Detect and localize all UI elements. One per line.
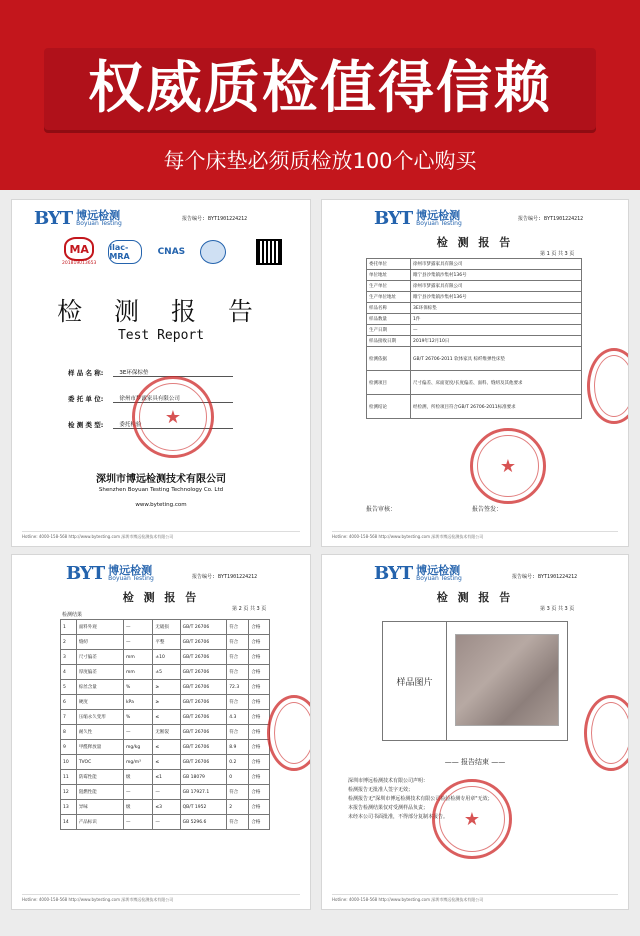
- table-cell: 合格: [249, 740, 270, 755]
- table-cell: mg/m³: [123, 755, 152, 770]
- table-cell: 甲醛释放量: [76, 740, 123, 755]
- table-cell: —: [123, 785, 152, 800]
- table-row: [367, 336, 582, 347]
- table-cell: mm: [123, 665, 152, 680]
- table-row: [367, 303, 582, 314]
- field-test-type: 检 测 类 型: 委托检验: [68, 420, 233, 429]
- table-cell: 符合: [227, 665, 249, 680]
- table-cell: 符合: [227, 695, 249, 710]
- table-cell: 符合: [227, 650, 249, 665]
- table-cell: 合格: [249, 725, 270, 740]
- table-row: [61, 755, 270, 770]
- field-client: 委 托 单 位: 徐州市梦露家具有限公司: [68, 394, 233, 403]
- table-cell: mg/kg: [123, 740, 152, 755]
- table-cell: —: [123, 635, 152, 650]
- company-name-cn: 深圳市博远检测技术有限公司: [96, 474, 226, 485]
- table-cell: GB/T 26706: [180, 620, 227, 635]
- results-table: [60, 619, 270, 830]
- logo-cn: 博远检测: [108, 564, 153, 577]
- row-label: 生产单位地址: [367, 292, 411, 303]
- logo: [374, 208, 462, 229]
- table-cell: 5: [61, 680, 77, 695]
- table-cell: 缝纫: [76, 635, 123, 650]
- row-value: 尺寸偏差、床面宽度/长度偏差、面料、缝纫及其他要求: [411, 371, 582, 395]
- table-cell: 2: [227, 800, 249, 815]
- table-cell: —: [123, 815, 152, 830]
- report-cover-page: [11, 199, 311, 547]
- table-row: [367, 270, 582, 281]
- table-cell: 9: [61, 740, 77, 755]
- table-cell: 8.9: [227, 740, 249, 755]
- row-value: GB/T 26706-2011 软体家具 棕纤维弹性床垫: [411, 347, 582, 371]
- table-cell: 8: [61, 725, 77, 740]
- table-row: [61, 785, 270, 800]
- row-label: 生产日期: [367, 325, 411, 336]
- row-value: 睢宁县沙集镇沙集村136号: [411, 292, 582, 303]
- table-cell: GB 5296.6: [180, 815, 227, 830]
- official-seal-icon: ★: [132, 376, 214, 458]
- row-value: 3E环保棕垫: [411, 303, 582, 314]
- row-label: 样品数量: [367, 314, 411, 325]
- logo: [374, 563, 462, 584]
- logo-en: Boyuan Testing: [416, 575, 462, 582]
- table-cell: 2: [61, 635, 77, 650]
- page-title: 检 测 报 告: [436, 236, 514, 249]
- page-footer: Hotline: 4000-158-568 http://www.bytesting.com 深圳市博远检测技术有限公司: [22, 531, 300, 540]
- cma-number: 201819013653: [62, 261, 97, 266]
- table-row: [61, 620, 270, 635]
- table-cell: ≥: [153, 680, 180, 695]
- info-table: [366, 258, 582, 419]
- table-cell: ≥: [153, 695, 180, 710]
- table-cell: —: [123, 620, 152, 635]
- website: www.byteting.com: [135, 502, 187, 508]
- table-cell: 合格: [249, 635, 270, 650]
- row-label: 样品接收日期: [367, 336, 411, 347]
- sample-photo-label: 样品图片: [383, 622, 447, 740]
- table-cell: TVOC: [76, 755, 123, 770]
- table-cell: 4: [61, 665, 77, 680]
- table-cell: GB/T 26706: [180, 650, 227, 665]
- company-name-en: Shenzhen Boyuan Testing Technology Co. Ltd: [98, 487, 224, 493]
- cover-title-cn: 检 测 报 告: [57, 297, 265, 326]
- table-cell: ≤: [153, 755, 180, 770]
- logo-en: Boyuan Testing: [76, 220, 122, 227]
- table-cell: 12: [61, 785, 77, 800]
- table-cell: 尺寸偏差: [76, 650, 123, 665]
- table-cell: 防霉性能: [76, 770, 123, 785]
- table-row: [61, 650, 270, 665]
- table-cell: —: [123, 725, 152, 740]
- official-seal-icon: ★: [470, 428, 546, 504]
- table-cell: 合格: [249, 815, 270, 830]
- table-cell: 合格: [249, 665, 270, 680]
- page-footer: Hotline: 4000-158-568 http://www.bytesting.com 深圳市博远检测技术有限公司: [22, 894, 300, 903]
- page-footer: Hotline: 4000-158-568 http://www.bytesting.com 深圳市博远检测技术有限公司: [332, 531, 618, 540]
- report-page-1: [321, 199, 629, 547]
- row-label: 生产单位: [367, 281, 411, 292]
- page-number: 第 2 页 共 3 页: [232, 606, 267, 612]
- table-cell: 产品标识: [76, 815, 123, 830]
- table-cell: 硬度: [76, 695, 123, 710]
- table-cell: 6: [61, 695, 77, 710]
- table-cell: 耐久性: [76, 725, 123, 740]
- table-cell: ≤3: [153, 800, 180, 815]
- table-cell: kPa: [123, 695, 152, 710]
- qr-code-icon: [256, 239, 282, 265]
- row-value: 2019年12月10日: [411, 336, 582, 347]
- row-label: 样品名称: [367, 303, 411, 314]
- row-value: 徐州市梦露家具有限公司: [411, 259, 582, 270]
- table-cell: GB/T 26706: [180, 665, 227, 680]
- row-value: 睢宁县沙集镇沙集村136号: [411, 270, 582, 281]
- table-cell: 72.3: [227, 680, 249, 695]
- table-cell: 合格: [249, 710, 270, 725]
- table-cell: 14: [61, 815, 77, 830]
- seam-seal-icon: [587, 348, 629, 424]
- table-cell: 0.2: [227, 755, 249, 770]
- row-label: 检测结论: [367, 395, 411, 419]
- table-cell: 7: [61, 710, 77, 725]
- table-cell: 平整: [153, 635, 180, 650]
- row-value: 经检测，所检项目符合GB/T 26706-2011标准要求: [411, 395, 582, 419]
- table-cell: GB/T 26706: [180, 755, 227, 770]
- table-cell: 无断裂: [153, 725, 180, 740]
- table-cell: mm: [123, 650, 152, 665]
- table-cell: 级: [123, 770, 152, 785]
- section-label: 检测结果: [62, 612, 83, 618]
- table-cell: 符合: [227, 785, 249, 800]
- logo-cn: 博远检测: [416, 564, 461, 577]
- logo-mark: BYT: [34, 208, 73, 229]
- official-seal-icon: ★: [432, 779, 512, 859]
- reviewer-label: 报告审核：: [366, 506, 397, 513]
- report-number: 报告编号: BYT1901224212: [512, 574, 578, 580]
- declaration-line: 检测报告无"深圳市博远检测技术有限公司检验检测专用章"无效；: [348, 796, 493, 802]
- cma-mark-icon: MA: [64, 237, 94, 261]
- table-row: [61, 635, 270, 650]
- table-row: [367, 325, 582, 336]
- row-label: 单位地址: [367, 270, 411, 281]
- table-cell: 无破损: [153, 620, 180, 635]
- table-cell: 压缩永久变形: [76, 710, 123, 725]
- logo-mark: BYT: [66, 563, 105, 584]
- table-row: [61, 800, 270, 815]
- logo-mark: BYT: [374, 563, 413, 584]
- table-cell: 面料外观: [76, 620, 123, 635]
- table-cell: ≤: [153, 710, 180, 725]
- table-cell: 棕丝含量: [76, 680, 123, 695]
- table-cell: 10: [61, 755, 77, 770]
- top-banner-area: [0, 0, 640, 190]
- table-cell: 符合: [227, 725, 249, 740]
- row-value: —: [411, 325, 582, 336]
- report-number: 报告编号: BYT1901224212: [192, 574, 258, 580]
- seam-seal-icon: [584, 695, 629, 771]
- table-row: [367, 395, 582, 419]
- table-cell: 合格: [249, 800, 270, 815]
- declaration-line: 检测报告无批准人签字无效；: [348, 787, 414, 793]
- table-cell: GB/T 26706: [180, 695, 227, 710]
- headline: 权威质检值得信赖: [88, 56, 552, 121]
- table-cell: 合格: [249, 770, 270, 785]
- declaration-line: 未经本公司书面批准，不得部分复制本报告。: [348, 814, 449, 820]
- logo: [66, 563, 154, 584]
- declaration-line: 深圳市博远检测技术有限公司声明：: [348, 778, 429, 784]
- ilac-mra-icon: ilac-MRA: [108, 240, 142, 264]
- report-page-2: [11, 554, 311, 910]
- logo-cn: 博远检测: [76, 209, 121, 222]
- declaration-line: 本报告检测结果仅对受测样品负责；: [348, 805, 429, 811]
- table-cell: ≤: [153, 740, 180, 755]
- table-row: [367, 281, 582, 292]
- table-cell: 符合: [227, 620, 249, 635]
- page-footer: Hotline: 4000-158-568 http://www.bytesting.com 深圳市博远检测技术有限公司: [332, 894, 618, 903]
- table-cell: ±5: [153, 665, 180, 680]
- table-cell: 1: [61, 620, 77, 635]
- row-label: 检测依据: [367, 347, 411, 371]
- table-cell: 合格: [249, 695, 270, 710]
- table-cell: QB/T 1952: [180, 800, 227, 815]
- table-row: [367, 259, 582, 270]
- cnas-accreditation-icon: [200, 240, 226, 264]
- table-cell: %: [123, 680, 152, 695]
- table-cell: GB/T 26706: [180, 710, 227, 725]
- table-cell: GB/T 26706: [180, 725, 227, 740]
- table-row: [367, 292, 582, 303]
- row-label: 委托单位: [367, 259, 411, 270]
- sample-photo-box: [382, 621, 568, 741]
- table-row: [61, 695, 270, 710]
- table-row: [61, 665, 270, 680]
- table-row: [61, 680, 270, 695]
- logo-mark: BYT: [374, 208, 413, 229]
- accreditation-badges: [62, 237, 282, 266]
- cover-title-en: Test Report: [117, 328, 205, 343]
- table-cell: 符合: [227, 815, 249, 830]
- logo: [34, 208, 122, 229]
- page-title: 检 测 报 告: [122, 591, 200, 604]
- table-cell: 11: [61, 770, 77, 785]
- table-row: [367, 314, 582, 325]
- table-cell: 0: [227, 770, 249, 785]
- table-row: [61, 770, 270, 785]
- report-end: —— 报告结束 ——: [444, 758, 506, 766]
- table-row: [367, 347, 582, 371]
- page-title: 检 测 报 告: [436, 591, 514, 604]
- table-cell: GB 17927.1: [180, 785, 227, 800]
- table-cell: GB 18079: [180, 770, 227, 785]
- table-cell: 厚度偏差: [76, 665, 123, 680]
- table-cell: 3: [61, 650, 77, 665]
- table-cell: ≤1: [153, 770, 180, 785]
- table-cell: GB/T 26706: [180, 635, 227, 650]
- report-page-3: [321, 554, 629, 910]
- row-value: 1件: [411, 314, 582, 325]
- table-row: [367, 371, 582, 395]
- report-number: 报告编号: BYT1901224212: [182, 216, 248, 222]
- table-cell: 异味: [76, 800, 123, 815]
- table-row: [61, 740, 270, 755]
- table-cell: 符合: [227, 635, 249, 650]
- row-value: 徐州市梦露家具有限公司: [411, 281, 582, 292]
- table-cell: GB/T 26706: [180, 740, 227, 755]
- page-number: 第 1 页 共 3 页: [540, 251, 575, 257]
- row-label: 检测项目: [367, 371, 411, 395]
- table-cell: 级: [123, 800, 152, 815]
- issuer-label: 报告签发：: [472, 506, 503, 513]
- table-cell: 阻燃性能: [76, 785, 123, 800]
- table-cell: 合格: [249, 680, 270, 695]
- table-cell: ±10: [153, 650, 180, 665]
- report-number: 报告编号: BYT1901224212: [518, 216, 584, 222]
- sample-photo: [455, 634, 559, 726]
- table-cell: —: [153, 815, 180, 830]
- cnas-icon: CNAS: [157, 246, 186, 257]
- table-row: [61, 710, 270, 725]
- field-sample-name: 样 品 名 称: 3E环保棕垫: [68, 368, 233, 377]
- table-row: [61, 815, 270, 830]
- table-cell: 4.3: [227, 710, 249, 725]
- table-cell: 合格: [249, 650, 270, 665]
- seam-seal-icon: [267, 695, 311, 771]
- logo-cn: 博远检测: [416, 209, 461, 222]
- logo-en: Boyuan Testing: [416, 220, 462, 227]
- table-cell: 合格: [249, 620, 270, 635]
- page-number: 第 3 页 共 3 页: [540, 606, 575, 612]
- table-cell: 合格: [249, 785, 270, 800]
- subheadline: 每个床垫必须质检放100个心购买: [163, 149, 477, 173]
- table-cell: —: [153, 785, 180, 800]
- table-cell: 13: [61, 800, 77, 815]
- table-cell: %: [123, 710, 152, 725]
- table-row: [61, 725, 270, 740]
- table-cell: 合格: [249, 755, 270, 770]
- table-cell: GB/T 26706: [180, 680, 227, 695]
- logo-en: Boyuan Testing: [108, 575, 154, 582]
